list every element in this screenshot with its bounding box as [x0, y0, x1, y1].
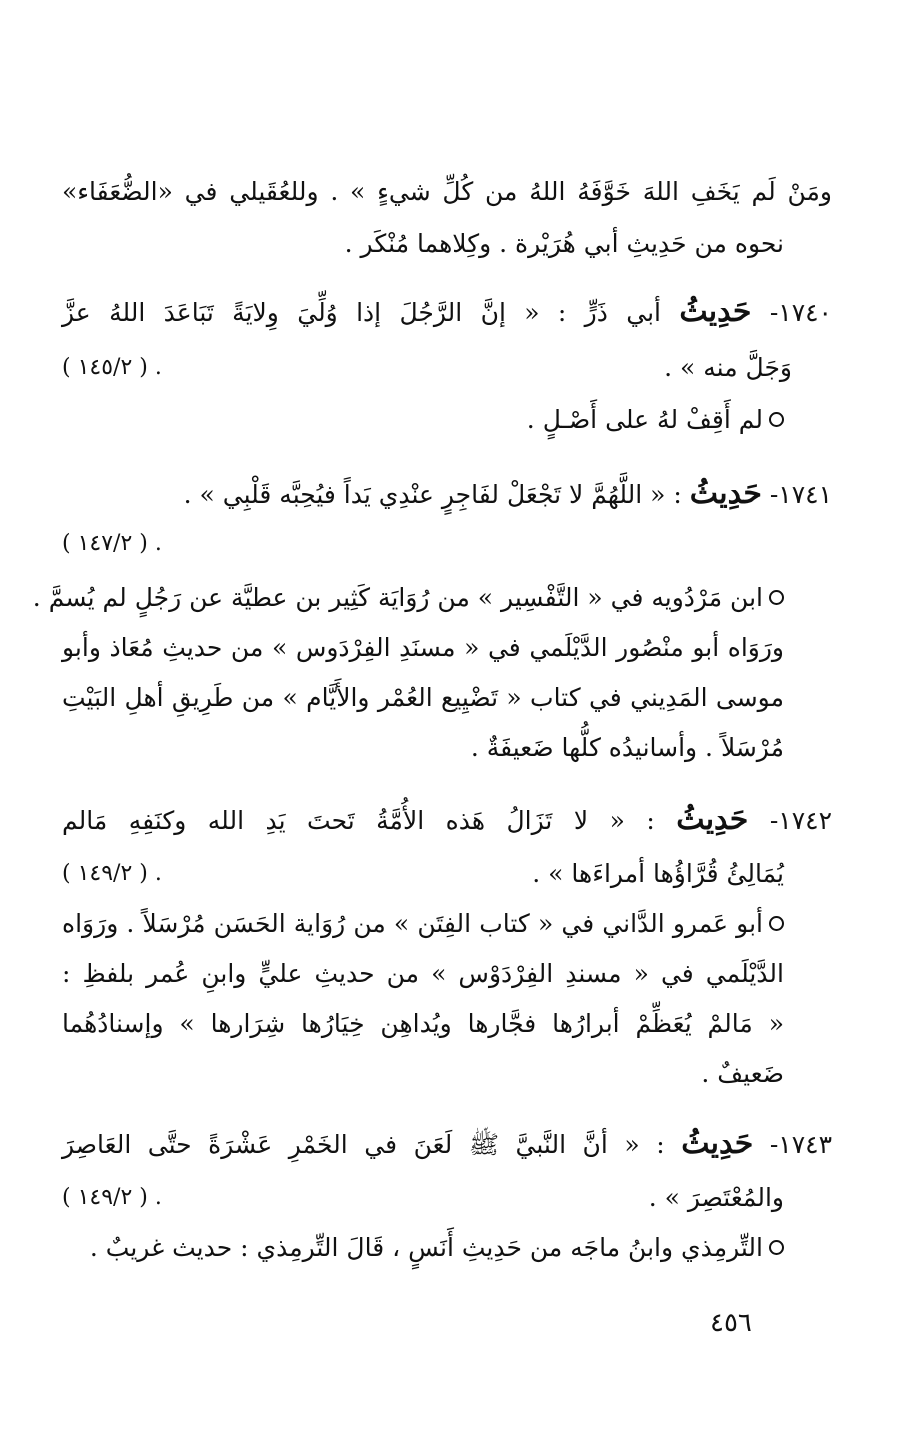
commentary-line: موسى المَدِيني في كتاب « تَضْيِيع العُمْر والأَيَّام » من طَرِيقِ أهلِ البَيْتِ — [62, 683, 784, 712]
circle-bullet-icon — [769, 590, 784, 605]
circle-bullet-icon — [769, 1240, 784, 1255]
commentary-text: ابن مَرْدُويه في « التَّفْسِير » من رُوَايَة كَثِير بن عطيَّة عن رَجُلٍ لم يُسمَّ . — [32, 583, 763, 612]
commentary-line: الدَّيْلَمي في « مسندِ الفِرْدَوْس » من حديثِ عليٍّ وابنِ عُمر بلفظِ : — [62, 959, 784, 988]
text-line: ومَنْ لَم يَخَفِ اللهَ خَوَّفَهُ اللهُ من كُلِّ شيءٍ » . وللعُقَيلي في «الضُّعَفَاء» — [62, 177, 833, 206]
hadith-number: ١٧٤٠- — [769, 298, 832, 327]
hadith-word: حَدِيثُ — [689, 476, 762, 511]
circle-bullet-icon — [769, 916, 784, 931]
commentary-text: التِّرمِذي وابنُ ماجَه من حَدِيثِ أَنَسٍ ، قَالَ التِّرمِذي : حديث غريبٌ . — [89, 1233, 763, 1262]
page-number: ٤٥٦ — [710, 1308, 752, 1338]
book-page — [32, 0, 846, 1437]
text-line: نحوه من حَدِيثِ أبي هُرَيْرة . وكِلاهما مُنْكَر . — [344, 229, 784, 258]
hadith-heading-line — [62, 800, 832, 841]
source-reference: . ( ١٤٩/٢ ) — [62, 1185, 162, 1210]
source-reference: . ( ١٤٧/٢ ) — [62, 531, 162, 556]
commentary-line — [62, 904, 784, 944]
circle-bullet-icon — [769, 412, 784, 427]
commentary-line — [33, 578, 784, 618]
source-reference: . ( ١٤٩/٢ ) — [62, 861, 162, 886]
commentary-line — [527, 400, 784, 440]
text-line: وَجَلَّ منه » . — [664, 353, 792, 382]
commentary-line: « مَالمْ يُعَظِّمْ أبرارُها فجَّارها ويُداهِن خِيَارُها شِرَارها » وإسنادُهُما — [62, 1009, 784, 1038]
commentary-text: أبو عَمرو الدَّاني في « كتاب الفِتَن » من رُوَاية الحَسَن مُرْسَلاً . ورَوَاه — [62, 909, 763, 938]
hadith-text: أبي ذَرٍّ : « إنَّ الرَّجُلَ إذا وُلِّيَ وِلايَةً تَبَاعَدَ اللهُ عزَّ — [62, 298, 661, 327]
hadith-heading-line — [62, 292, 832, 333]
hadith-number: ١٧٤٢- — [769, 806, 833, 835]
source-reference: . ( ١٤٥/٢ ) — [62, 355, 162, 380]
text-line: يُمَالِئُ قُرَّاؤُها أمراءَها » . — [532, 859, 784, 888]
commentary-line: ورَوَاه أبو منْصُور الدَّيْلَمي في « مسنَدِ الفِرْدَوس » من حديثِ مُعَاذ وأبو — [62, 633, 784, 662]
hadith-text: : « أنَّ النَّبيَّ ﷺ لَعَنَ في الخَمْرِ عَشْرَةً حتَّى العَاصِرَ — [62, 1130, 665, 1159]
hadith-heading-line — [62, 1124, 832, 1165]
commentary-line — [90, 1228, 784, 1268]
hadith-text: : « اللَّهُمَّ لا تَجْعَلْ لفَاجِرٍ عنْدِي يَداً فيُحِبَّه قَلْبِي » . — [183, 480, 682, 509]
hadith-number: ١٧٤٣- — [769, 1130, 832, 1159]
hadith-heading-line — [184, 474, 832, 515]
commentary-line: مُرْسَلاً . وأسانيدُه كلُّها ضَعيفَةٌ . — [470, 733, 784, 762]
hadith-word: حَدِيثُ — [679, 294, 752, 329]
commentary-text: لم أَقِفْ لهُ على أَصْـلٍ . — [526, 405, 763, 434]
text-line: والمُعْتَصِرَ » . — [648, 1183, 784, 1212]
hadith-text: : « لا تَزَالُ هَذه الأُمَّةُ تَحتَ يَدِ الله وكنَفِهِ مَالم — [62, 806, 655, 835]
commentary-line: ضَعيفٌ . — [701, 1059, 784, 1088]
hadith-number: ١٧٤١- — [769, 480, 832, 509]
hadith-word: حَدِيثُ — [676, 802, 749, 837]
hadith-word: حَدِيثُ — [681, 1126, 754, 1161]
